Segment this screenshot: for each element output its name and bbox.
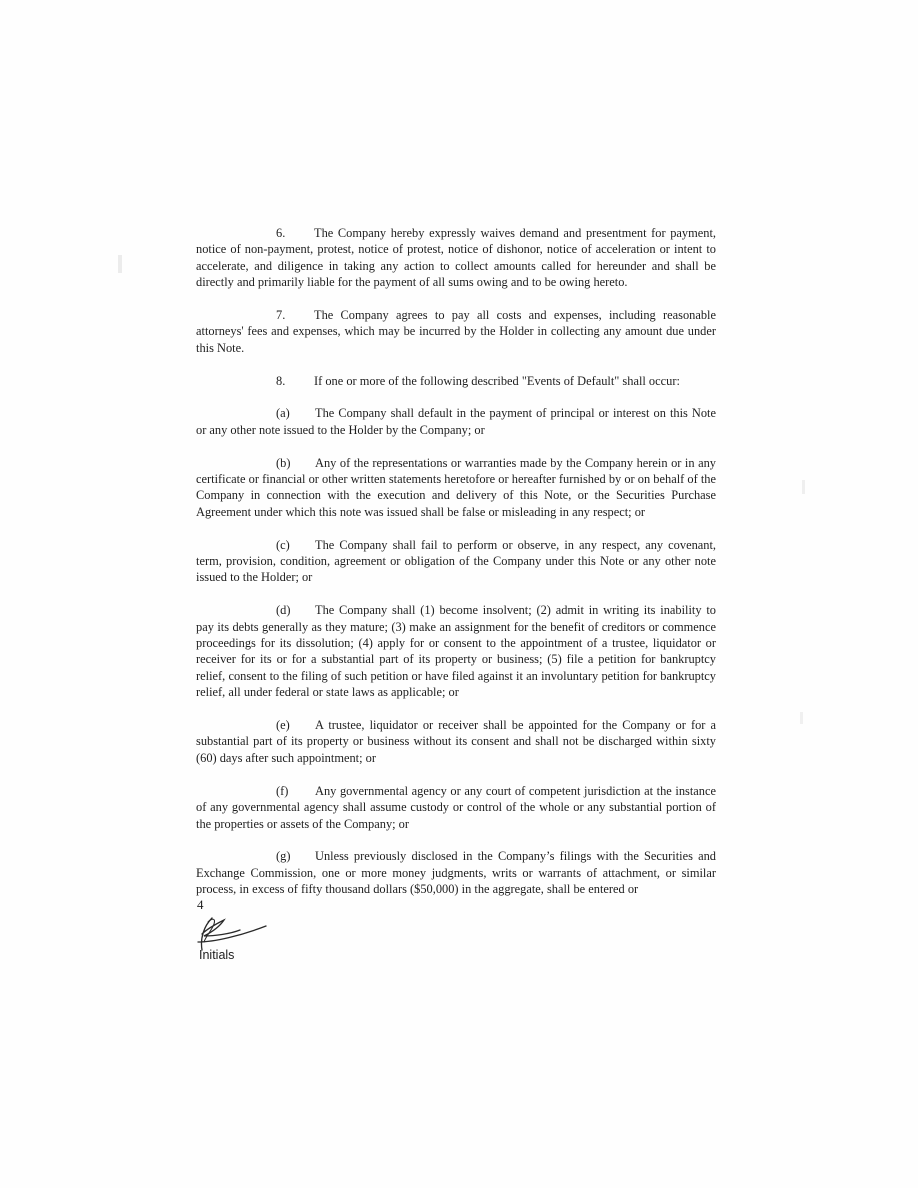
paragraph-text: If one or more of the following described "Events of Default" shall occur: bbox=[314, 373, 680, 388]
clause-marker: (g) bbox=[276, 849, 291, 864]
clause-a bbox=[196, 405, 716, 438]
page-number: 4 bbox=[197, 897, 204, 912]
clause-marker: (d) bbox=[276, 603, 291, 618]
clause-text: Any governmental agency or any court of competent jurisdiction at the instance of any governmental agency shall assume custody or control of the whole or any substantial portion of the properties or assets of the Company; or bbox=[196, 783, 716, 831]
clause-text: The Company shall fail to perform or observe, in any respect, any covenant, term, provision, condition, agreement or obligation of the Company under this Note or any other note issued to the Holder; or bbox=[196, 537, 716, 585]
clause-text: The Company shall (1) become insolvent; (2) admit in writing its inability to pay its debts generally as they mature; (3) make an assignment for the benefit of creditors or commence proceedings for its dissolution; (4) apply for or consent to the appointment of a trustee, liquidator or receiver for its or for a substantial part of its property or business; (5) file a petition for bankruptcy relief, consent to the filing of such petition or have filed against it an involuntary petition for bankruptcy relief, all under federal or state laws as applicable; or bbox=[196, 603, 716, 700]
clause-text: A trustee, liquidator or receiver shall be appointed for the Company or for a substantial part of its property or business without its consent and shall not be discharged within sixty (60) days after such appointment; or bbox=[196, 718, 716, 765]
clause-e bbox=[196, 717, 716, 766]
paragraph-marker: 7. bbox=[276, 308, 286, 323]
paragraph-text: The Company agrees to pay all costs and expenses, including reasonable attorneys' fees and expenses, which may be incurred by the Holder in collecting any amount due under this Note. bbox=[196, 308, 716, 355]
clause-marker: (e) bbox=[276, 718, 290, 733]
clause-text: The Company shall default in the payment of principal or interest on this Note or any other note issued to the Holder by the Company; or bbox=[196, 406, 716, 437]
clause-marker: (f) bbox=[276, 783, 289, 798]
clause-d bbox=[196, 602, 716, 700]
initials-label: Initials bbox=[199, 948, 235, 962]
clause-marker: (c) bbox=[276, 537, 290, 552]
paragraph-6 bbox=[196, 225, 716, 291]
document-body bbox=[196, 225, 716, 914]
clause-marker: (a) bbox=[276, 406, 290, 421]
clause-text: Unless previously disclosed in the Company’s filings with the Securities and Exchange Commission, one or more money judgments, writs or warrants of attachment, or similar process, in excess of fifty thousand dollars ($50,000) in the aggregate, shall be entered or bbox=[196, 849, 716, 897]
paragraph-8 bbox=[196, 373, 716, 389]
clause-c bbox=[196, 537, 716, 586]
paragraph-marker: 8. bbox=[276, 373, 286, 388]
clause-f bbox=[196, 783, 716, 832]
paragraph-marker: 6. bbox=[276, 226, 286, 240]
paragraph-7 bbox=[196, 307, 716, 356]
clause-marker: (b) bbox=[276, 455, 291, 470]
clause-b bbox=[196, 455, 716, 521]
paragraph-text: The Company hereby expressly waives demand and presentment for payment, notice of non-payment, protest, notice of protest, notice of dishonor, notice of acceleration or intent to accelerate, and diligence in taking any action to collect amounts called for hereunder and shall be directly and primarily liable for the payment of all sums owing and to be owing hereto. bbox=[196, 226, 716, 290]
clause-g bbox=[196, 848, 716, 897]
clause-text: Any of the representations or warranties made by the Company herein or in any certificate or financial or other written statements heretofore or hereafter furnished by or on behalf of the Company in connection with the execution and delivery of this Note, or the Securities Purchase Agreement under which this note was issued shall be false or misleading in any respect; or bbox=[196, 455, 716, 519]
